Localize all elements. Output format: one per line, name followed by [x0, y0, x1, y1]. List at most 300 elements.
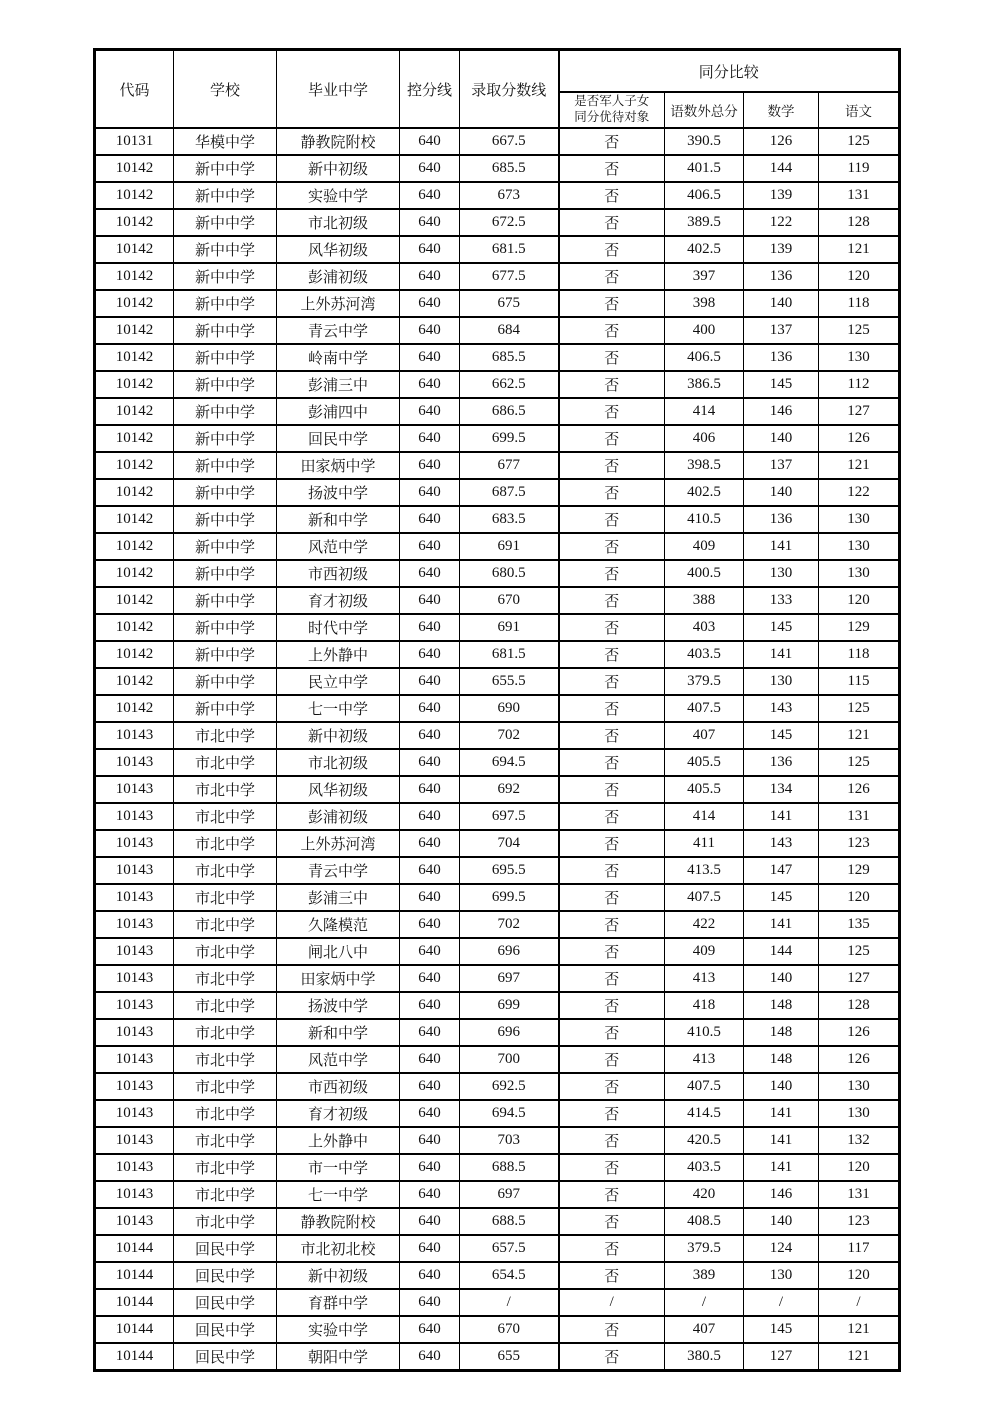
cell-military-preference: 否: [559, 1208, 665, 1235]
cell-control-line: 640: [400, 587, 460, 614]
cell-school: 新中中学: [174, 425, 277, 452]
cell-code: 10142: [95, 533, 174, 560]
cell-code: 10142: [95, 614, 174, 641]
cell-control-line: 640: [400, 1316, 460, 1343]
cell-total-score: 405.5: [665, 749, 744, 776]
cell-admission-line: 654.5: [460, 1262, 559, 1289]
cell-code: 10142: [95, 371, 174, 398]
cell-total-score: 414: [665, 803, 744, 830]
cell-military-preference: 否: [559, 344, 665, 371]
col-header-school: 学校: [174, 50, 277, 129]
cell-school: 市北中学: [174, 776, 277, 803]
cell-chinese: 128: [819, 209, 900, 236]
cell-middle-school: 彭浦三中: [277, 371, 400, 398]
cell-chinese: 130: [819, 506, 900, 533]
cell-military-preference: 否: [559, 425, 665, 452]
cell-school: 新中中学: [174, 398, 277, 425]
cell-chinese: /: [819, 1289, 900, 1316]
cell-total-score: 402.5: [665, 236, 744, 263]
cell-military-preference: 否: [559, 1154, 665, 1181]
cell-school: 回民中学: [174, 1316, 277, 1343]
cell-control-line: 640: [400, 425, 460, 452]
table-row: [95, 884, 900, 911]
cell-military-preference: 否: [559, 1019, 665, 1046]
cell-chinese: 125: [819, 128, 900, 155]
cell-middle-school: 市北初北校: [277, 1235, 400, 1262]
cell-military-preference: 否: [559, 1181, 665, 1208]
cell-control-line: 640: [400, 128, 460, 155]
cell-chinese: 131: [819, 1181, 900, 1208]
cell-military-preference: 否: [559, 587, 665, 614]
cell-school: 新中中学: [174, 560, 277, 587]
cell-math: 136: [744, 263, 819, 290]
col-header-math: 数学: [744, 92, 819, 128]
cell-middle-school: 育群中学: [277, 1289, 400, 1316]
table-row: [95, 371, 900, 398]
cell-middle-school: 朝阳中学: [277, 1343, 400, 1371]
cell-admission-line: 695.5: [460, 857, 559, 884]
cell-control-line: 640: [400, 1127, 460, 1154]
cell-chinese: 126: [819, 1019, 900, 1046]
cell-math: 146: [744, 398, 819, 425]
cell-military-preference: 否: [559, 560, 665, 587]
cell-chinese: 123: [819, 1208, 900, 1235]
cell-chinese: 120: [819, 884, 900, 911]
cell-total-score: 389: [665, 1262, 744, 1289]
cell-chinese: 130: [819, 533, 900, 560]
cell-math: 130: [744, 560, 819, 587]
cell-code: 10143: [95, 1019, 174, 1046]
cell-code: 10142: [95, 506, 174, 533]
cell-school: 新中中学: [174, 587, 277, 614]
table-row: [95, 1127, 900, 1154]
cell-school: 新中中学: [174, 317, 277, 344]
cell-admission-line: 697: [460, 1181, 559, 1208]
cell-school: 市北中学: [174, 911, 277, 938]
col-header-military-preference: 是否军人子女同分优待对象: [559, 92, 665, 128]
cell-middle-school: 上外苏河湾: [277, 830, 400, 857]
cell-code: 10142: [95, 263, 174, 290]
cell-admission-line: 655.5: [460, 668, 559, 695]
cell-code: 10142: [95, 560, 174, 587]
cell-chinese: 130: [819, 1073, 900, 1100]
cell-chinese: 127: [819, 965, 900, 992]
cell-chinese: 121: [819, 1343, 900, 1371]
cell-total-score: 402.5: [665, 479, 744, 506]
cell-math: 122: [744, 209, 819, 236]
table-row: [95, 695, 900, 722]
table-row: [95, 209, 900, 236]
cell-total-score: 413: [665, 965, 744, 992]
cell-admission-line: 697.5: [460, 803, 559, 830]
cell-total-score: 407: [665, 722, 744, 749]
cell-middle-school: 新中初级: [277, 722, 400, 749]
cell-military-preference: 否: [559, 263, 665, 290]
cell-military-preference: 否: [559, 317, 665, 344]
cell-code: 10143: [95, 1073, 174, 1100]
cell-school: 新中中学: [174, 614, 277, 641]
cell-control-line: 640: [400, 992, 460, 1019]
cell-code: 10142: [95, 182, 174, 209]
cell-admission-line: 655: [460, 1343, 559, 1371]
table-row: [95, 1262, 900, 1289]
cell-school: 新中中学: [174, 668, 277, 695]
cell-admission-line: 677.5: [460, 263, 559, 290]
cell-school: 市北中学: [174, 722, 277, 749]
cell-control-line: 640: [400, 1343, 460, 1371]
cell-school: 新中中学: [174, 236, 277, 263]
cell-military-preference: 否: [559, 452, 665, 479]
cell-code: 10144: [95, 1289, 174, 1316]
cell-military-preference: 否: [559, 398, 665, 425]
cell-school: 市北中学: [174, 857, 277, 884]
cell-admission-line: 692: [460, 776, 559, 803]
cell-control-line: 640: [400, 803, 460, 830]
table-row: [95, 479, 900, 506]
table-row: [95, 857, 900, 884]
cell-military-preference: 否: [559, 479, 665, 506]
cell-code: 10143: [95, 749, 174, 776]
cell-admission-line: 688.5: [460, 1208, 559, 1235]
cell-control-line: 640: [400, 398, 460, 425]
table-row: [95, 290, 900, 317]
cell-school: 市北中学: [174, 1181, 277, 1208]
header-row-main: [95, 50, 900, 93]
cell-math: 144: [744, 155, 819, 182]
cell-admission-line: /: [460, 1289, 559, 1316]
cell-admission-line: 700: [460, 1046, 559, 1073]
cell-chinese: 130: [819, 1100, 900, 1127]
cell-math: 145: [744, 614, 819, 641]
cell-total-score: 403.5: [665, 641, 744, 668]
cell-control-line: 640: [400, 317, 460, 344]
cell-code: 10142: [95, 317, 174, 344]
cell-admission-line: 697: [460, 965, 559, 992]
cell-military-preference: 否: [559, 533, 665, 560]
table-row: [95, 1316, 900, 1343]
cell-middle-school: 青云中学: [277, 317, 400, 344]
cell-math: 145: [744, 1316, 819, 1343]
cell-total-score: 410.5: [665, 1019, 744, 1046]
table-row: [95, 1154, 900, 1181]
cell-school: 市北中学: [174, 830, 277, 857]
table-row: [95, 587, 900, 614]
cell-school: 市北中学: [174, 1046, 277, 1073]
cell-military-preference: 否: [559, 1343, 665, 1371]
cell-middle-school: 彭浦初级: [277, 263, 400, 290]
cell-total-score: 407.5: [665, 1073, 744, 1100]
cell-control-line: 640: [400, 236, 460, 263]
cell-middle-school: 新中初级: [277, 155, 400, 182]
cell-control-line: 640: [400, 533, 460, 560]
cell-math: 133: [744, 587, 819, 614]
cell-code: 10131: [95, 128, 174, 155]
cell-school: 新中中学: [174, 695, 277, 722]
cell-total-score: 406.5: [665, 182, 744, 209]
cell-school: 新中中学: [174, 155, 277, 182]
cell-military-preference: 否: [559, 371, 665, 398]
cell-math: 146: [744, 1181, 819, 1208]
cell-control-line: 640: [400, 560, 460, 587]
cell-control-line: 640: [400, 830, 460, 857]
cell-middle-school: 岭南中学: [277, 344, 400, 371]
cell-math: 148: [744, 1046, 819, 1073]
cell-admission-line: 703: [460, 1127, 559, 1154]
cell-code: 10143: [95, 1208, 174, 1235]
cell-military-preference: 否: [559, 938, 665, 965]
cell-code: 10143: [95, 911, 174, 938]
cell-middle-school: 彭浦初级: [277, 803, 400, 830]
cell-control-line: 640: [400, 614, 460, 641]
cell-admission-line: 694.5: [460, 749, 559, 776]
cell-military-preference: 否: [559, 209, 665, 236]
cell-math: 136: [744, 749, 819, 776]
cell-chinese: 128: [819, 992, 900, 1019]
cell-admission-line: 673: [460, 182, 559, 209]
table-row: [95, 830, 900, 857]
cell-total-score: 389.5: [665, 209, 744, 236]
cell-school: 市北中学: [174, 1019, 277, 1046]
cell-admission-line: 704: [460, 830, 559, 857]
cell-total-score: 403.5: [665, 1154, 744, 1181]
cell-chinese: 112: [819, 371, 900, 398]
cell-chinese: 135: [819, 911, 900, 938]
cell-total-score: 407.5: [665, 884, 744, 911]
cell-math: 140: [744, 965, 819, 992]
cell-total-score: 403: [665, 614, 744, 641]
cell-chinese: 132: [819, 1127, 900, 1154]
cell-admission-line: 696: [460, 938, 559, 965]
cell-admission-line: 694.5: [460, 1100, 559, 1127]
cell-admission-line: 686.5: [460, 398, 559, 425]
cell-math: 141: [744, 641, 819, 668]
cell-control-line: 640: [400, 776, 460, 803]
cell-math: 130: [744, 668, 819, 695]
cell-chinese: 121: [819, 452, 900, 479]
cell-admission-line: 699: [460, 992, 559, 1019]
cell-military-preference: 否: [559, 128, 665, 155]
table-row: [95, 749, 900, 776]
table-row: [95, 776, 900, 803]
cell-control-line: 640: [400, 1019, 460, 1046]
cell-chinese: 127: [819, 398, 900, 425]
cell-admission-line: 672.5: [460, 209, 559, 236]
table-row: [95, 641, 900, 668]
cell-total-score: 422: [665, 911, 744, 938]
cell-chinese: 125: [819, 749, 900, 776]
cell-control-line: 640: [400, 1073, 460, 1100]
cell-math: 140: [744, 425, 819, 452]
cell-admission-line: 691: [460, 614, 559, 641]
cell-military-preference: 否: [559, 1046, 665, 1073]
col-header-total-chn-math-eng: 语数外总分: [665, 92, 744, 128]
cell-school: 新中中学: [174, 344, 277, 371]
cell-code: 10143: [95, 803, 174, 830]
cell-total-score: 401.5: [665, 155, 744, 182]
cell-code: 10144: [95, 1316, 174, 1343]
cell-math: 134: [744, 776, 819, 803]
cell-math: 136: [744, 344, 819, 371]
cell-chinese: 118: [819, 641, 900, 668]
table-row: [95, 938, 900, 965]
col-group-header-same-score-comparison: 同分比较: [559, 50, 900, 93]
table-row: [95, 452, 900, 479]
cell-code: 10142: [95, 452, 174, 479]
cell-control-line: 640: [400, 1181, 460, 1208]
cell-control-line: 640: [400, 1208, 460, 1235]
cell-math: 140: [744, 1208, 819, 1235]
table-row: [95, 1046, 900, 1073]
cell-control-line: 640: [400, 1154, 460, 1181]
cell-admission-line: 692.5: [460, 1073, 559, 1100]
cell-control-line: 640: [400, 209, 460, 236]
cell-math: 143: [744, 830, 819, 857]
table-row: [95, 992, 900, 1019]
cell-math: 145: [744, 722, 819, 749]
cell-code: 10143: [95, 1181, 174, 1208]
table-row: [95, 1289, 900, 1316]
cell-total-score: 398: [665, 290, 744, 317]
cell-middle-school: 扬波中学: [277, 992, 400, 1019]
cell-chinese: 125: [819, 938, 900, 965]
cell-military-preference: 否: [559, 1316, 665, 1343]
cell-school: 回民中学: [174, 1343, 277, 1371]
cell-military-preference: 否: [559, 1100, 665, 1127]
cell-military-preference: 否: [559, 236, 665, 263]
cell-total-score: 390.5: [665, 128, 744, 155]
cell-control-line: 640: [400, 722, 460, 749]
cell-middle-school: 田家炳中学: [277, 965, 400, 992]
cell-code: 10143: [95, 830, 174, 857]
cell-chinese: 130: [819, 344, 900, 371]
cell-math: /: [744, 1289, 819, 1316]
cell-math: 137: [744, 317, 819, 344]
cell-admission-line: 702: [460, 722, 559, 749]
cell-middle-school: 青云中学: [277, 857, 400, 884]
cell-middle-school: 市一中学: [277, 1154, 400, 1181]
table-row: [95, 1181, 900, 1208]
cell-control-line: 640: [400, 695, 460, 722]
table-row: [95, 1235, 900, 1262]
table-row: [95, 965, 900, 992]
cell-control-line: 640: [400, 1046, 460, 1073]
cell-total-score: /: [665, 1289, 744, 1316]
cell-school: 市北中学: [174, 1127, 277, 1154]
cell-military-preference: 否: [559, 749, 665, 776]
cell-total-score: 414.5: [665, 1100, 744, 1127]
cell-chinese: 119: [819, 155, 900, 182]
cell-military-preference: 否: [559, 668, 665, 695]
cell-math: 130: [744, 1262, 819, 1289]
cell-admission-line: 691: [460, 533, 559, 560]
cell-middle-school: 实验中学: [277, 1316, 400, 1343]
cell-total-score: 397: [665, 263, 744, 290]
cell-middle-school: 风范中学: [277, 533, 400, 560]
cell-military-preference: 否: [559, 1262, 665, 1289]
cell-military-preference: 否: [559, 155, 665, 182]
cell-school: 市北中学: [174, 992, 277, 1019]
cell-total-score: 386.5: [665, 371, 744, 398]
cell-middle-school: 上外静中: [277, 641, 400, 668]
cell-military-preference: 否: [559, 884, 665, 911]
cell-school: 新中中学: [174, 452, 277, 479]
cell-total-score: 411: [665, 830, 744, 857]
cell-control-line: 640: [400, 749, 460, 776]
cell-control-line: 640: [400, 884, 460, 911]
cell-math: 141: [744, 533, 819, 560]
cell-code: 10142: [95, 155, 174, 182]
cell-code: 10143: [95, 722, 174, 749]
cell-school: 市北中学: [174, 1100, 277, 1127]
cell-math: 144: [744, 938, 819, 965]
table-row: [95, 128, 900, 155]
cell-chinese: 120: [819, 587, 900, 614]
cell-admission-line: 683.5: [460, 506, 559, 533]
cell-military-preference: 否: [559, 803, 665, 830]
cell-school: 新中中学: [174, 182, 277, 209]
cell-math: 139: [744, 236, 819, 263]
cell-school: 新中中学: [174, 506, 277, 533]
cell-code: 10142: [95, 587, 174, 614]
cell-school: 市北中学: [174, 938, 277, 965]
cell-total-score: 388: [665, 587, 744, 614]
cell-military-preference: 否: [559, 1235, 665, 1262]
cell-middle-school: 上外静中: [277, 1127, 400, 1154]
cell-chinese: 126: [819, 776, 900, 803]
table-row: [95, 155, 900, 182]
cell-math: 141: [744, 1127, 819, 1154]
cell-admission-line: 670: [460, 587, 559, 614]
cell-school: 市北中学: [174, 965, 277, 992]
cell-code: 10143: [95, 1154, 174, 1181]
cell-chinese: 129: [819, 857, 900, 884]
cell-code: 10143: [95, 857, 174, 884]
cell-chinese: 121: [819, 236, 900, 263]
cell-middle-school: 新和中学: [277, 1019, 400, 1046]
cell-math: 136: [744, 506, 819, 533]
cell-school: 新中中学: [174, 479, 277, 506]
cell-total-score: 418: [665, 992, 744, 1019]
cell-middle-school: 扬波中学: [277, 479, 400, 506]
cell-code: 10142: [95, 290, 174, 317]
cell-code: 10142: [95, 695, 174, 722]
cell-school: 回民中学: [174, 1262, 277, 1289]
cell-math: 148: [744, 992, 819, 1019]
cell-admission-line: 662.5: [460, 371, 559, 398]
cell-military-preference: 否: [559, 722, 665, 749]
table-row: [95, 1208, 900, 1235]
table-row: [95, 398, 900, 425]
table-row: [95, 911, 900, 938]
table-row: [95, 560, 900, 587]
cell-chinese: 118: [819, 290, 900, 317]
table-row: [95, 182, 900, 209]
cell-chinese: 121: [819, 722, 900, 749]
cell-middle-school: 久隆模范: [277, 911, 400, 938]
cell-code: 10142: [95, 236, 174, 263]
cell-math: 141: [744, 1154, 819, 1181]
cell-math: 127: [744, 1343, 819, 1371]
cell-code: 10142: [95, 425, 174, 452]
cell-code: 10143: [95, 1127, 174, 1154]
cell-admission-line: 690: [460, 695, 559, 722]
cell-military-preference: 否: [559, 776, 665, 803]
cell-control-line: 640: [400, 668, 460, 695]
cell-military-preference: 否: [559, 290, 665, 317]
cell-code: 10143: [95, 1046, 174, 1073]
cell-code: 10142: [95, 209, 174, 236]
cell-code: 10142: [95, 479, 174, 506]
